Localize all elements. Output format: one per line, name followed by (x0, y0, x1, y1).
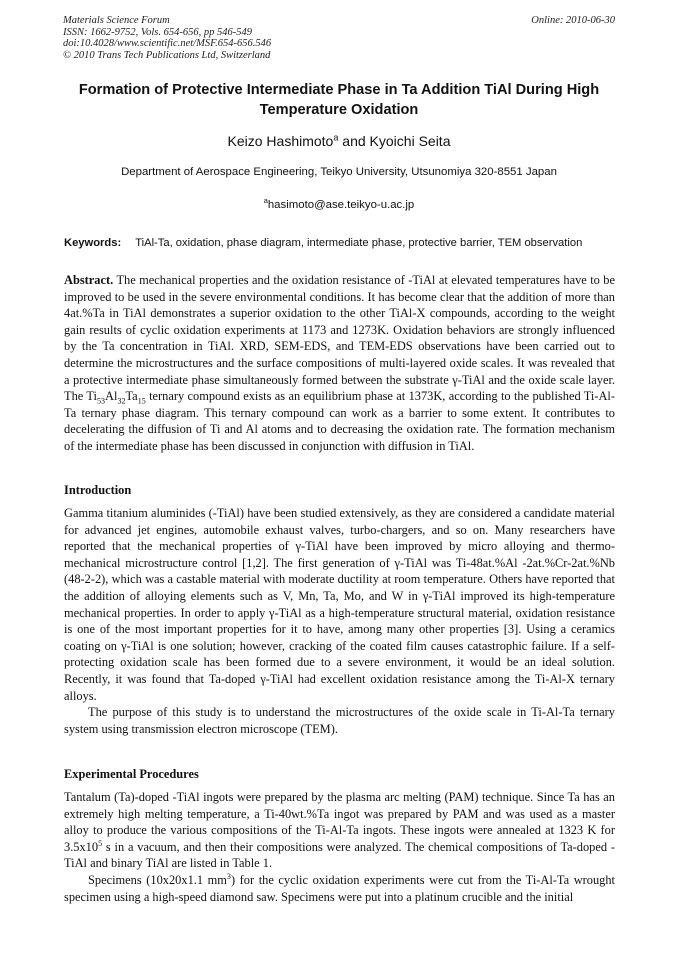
author-1: Keizo Hashimoto (227, 133, 334, 149)
abstract-text-1: The mechanical properties and the oxidation resistance of -TiAl at elevated temperatures have to be improved to be used in the severe environmental conditions. It has become clear that the addition of more than 4at.%Ta in TiAl demonstrates a superior oxidation to the other TiAl-X compounds, according to the weight gain results of cyclic oxidation experiments at 1173 and 1273K. Oxidation behaviors are strongly influenced by the Ta concentration in TiAl. XRD, SEM-EDS, and TEM-EDS observations have been carried out to determine the microstructures and the surface compositions of multi-layered oxide scales. It was revealed that a protective intermediate phase simultaneously formed between the substrate γ-TiAl and the oxide scale layer. The Ti (64, 273, 615, 404)
experimental-paragraph-2: Specimens (10x20x1.1 $mm^3$) for the cyclic oxidation experiments were cut from the Ti-Al-Ta wrought specimen using a high-speed diamond saw. Specimens were put into a platinum crucible and the initial (64, 871, 615, 904)
introduction-heading: Introduction (64, 483, 132, 497)
introduction-paragraph-2: The purpose of this study is to understand the microstructures of the oxide scale in Ti-Al-Ta ternary system using transmission electron microscope (TEM). (64, 705, 615, 736)
doi-line: doi:10.4028/www.scientific.net/MSF.654-656.546 (63, 38, 272, 50)
experimental-paragraph-1: Tantalum (Ta)-doped -TiAl ingots were prepared by the plasma arc melting (PAM) technique. Since Ta has an extremely high melting temperature, a Ti-40wt.%Ta ingot was prepared by PAM and was used as a master alloy to produce the various compositions of the Ti-Al-Ta ingots. These ingots were annealed at 1323 K for $3.5x10^5$ s in a vacuum, and then their compositions were analyzed. The chemical compositions of Ta-doped -TiAl and binary TiAl are listed in Table 1. (64, 790, 615, 871)
journal-name: Materials Science Forum (63, 15, 170, 26)
keywords (64, 237, 620, 249)
online-date: Online: 2010-06-30 (531, 15, 615, 26)
keywords-text: TiAl-Ta, oxidation, phase diagram, intermediate phase, protective barrier, TEM observation (135, 237, 583, 249)
paper-title: Formation of Protective Intermediate Phase in Ta Addition TiAl During High Temperature Oxidation (78, 82, 600, 118)
experimental-body (64, 789, 615, 905)
abstract-label: Abstract. (64, 273, 114, 287)
introduction-paragraph-1: Gamma titanium aluminides (-TiAl) have been studied extensively, as they are considered a candidate material for advanced jet engines, automobile exhaust valves, turbo-chargers, and so on. Many researchers have reported that the mechanical properties of γ-TiAl have been improved by micro alloying and thermo-mechanical microstructure control [1,2]. The first generation of γ-TiAl was Ti-48at.%Al -2at.%Cr-2at.%Nb (48-2-2), which was a castable material with moderate ductility at room temperature. Others have reported that the addition of alloying elements such as V, Mn, Ta, Mo, and W in γ-TiAl improved its high-temperature mechanical properties. In order to apply γ-TiAl as a high-temperature structural material, oxidation resistance is one of the most important properties for it to have, among many other properties [3]. Using a ceramics coating on γ-TiAl is one solution; however, cracking of the coated film causes catastrophic failure. If a self-protecting oxidation scale has been formed due to a severe environment, it would be an ideal solution. Recently, it was found that Ta-doped γ-TiAl had excellent oxidation resistance among the Ti-Al-X ternary alloys. (64, 506, 615, 703)
journal-header (63, 15, 619, 61)
abstract-text-2: ternary compound exists as an equilibrium phase at 1373K, according to the published Ti-Al-Ta ternary phase diagram. This ternary compound can work as a barrier to some extent. It contributes to decelerating the diffusion of Ti and Al atoms and to decreasing the oxidation rate. The formation mechanism of the intermediate phase has been discussed in conjunction with diffusion in TiAl. (64, 389, 615, 453)
introduction-body (64, 505, 615, 737)
author-2: and Kyoichi Seita (338, 133, 451, 149)
abstract: Abstract. The mechanical properties and the oxidation resistance of -TiAl at elevated temperatures have to be improved to be used in the severe environmental conditions. It has become clear that the addition of more than 4at.%Ta in TiAl demonstrates a superior oxidation to the other TiAl-X compounds, according to the weight gain results of cyclic oxidation experiments at 1173 and 1273K. Oxidation behaviors are strongly influenced by the Ta concentration in TiAl. XRD, SEM-EDS, and TEM-EDS observations have been carried out to determine the microstructures and the surface compositions of multi-layered oxide scales. It was revealed that a protective intermediate phase simultaneously formed between the substrate γ-TiAl and the oxide scale layer. The $Ti_{53}Al_{32}Ta_{15}$ ternary compound exists as an equilibrium phase at 1373K, according to the published Ti-Al-Ta ternary phase diagram. This ternary compound can work as a barrier to some extent. It contributes to decelerating the diffusion of Ti and Al atoms and to decreasing the oxidation rate. The formation mechanism of the intermediate phase has been discussed in conjunction with diffusion in TiAl. (64, 273, 615, 453)
issn-line: ISSN: 1662-9752, Vols. 654-656, pp 546-549 (63, 26, 252, 38)
copyright-line: © 2010 Trans Tech Publications Ltd, Switzerland (63, 49, 271, 61)
author-line (60, 133, 618, 149)
affiliation: Department of Aerospace Engineering, Teikyo University, Utsunomiya 320-8551 Japan (121, 166, 557, 178)
email-marker: a (263, 196, 268, 206)
email-address: hasimoto@ase.teikyo-u.ac.jp (267, 199, 415, 211)
keywords-label: Keywords: (64, 237, 122, 249)
email-line (60, 196, 618, 211)
author-1-marker: a (333, 132, 339, 143)
experimental-heading: Experimental Procedures (64, 767, 199, 781)
